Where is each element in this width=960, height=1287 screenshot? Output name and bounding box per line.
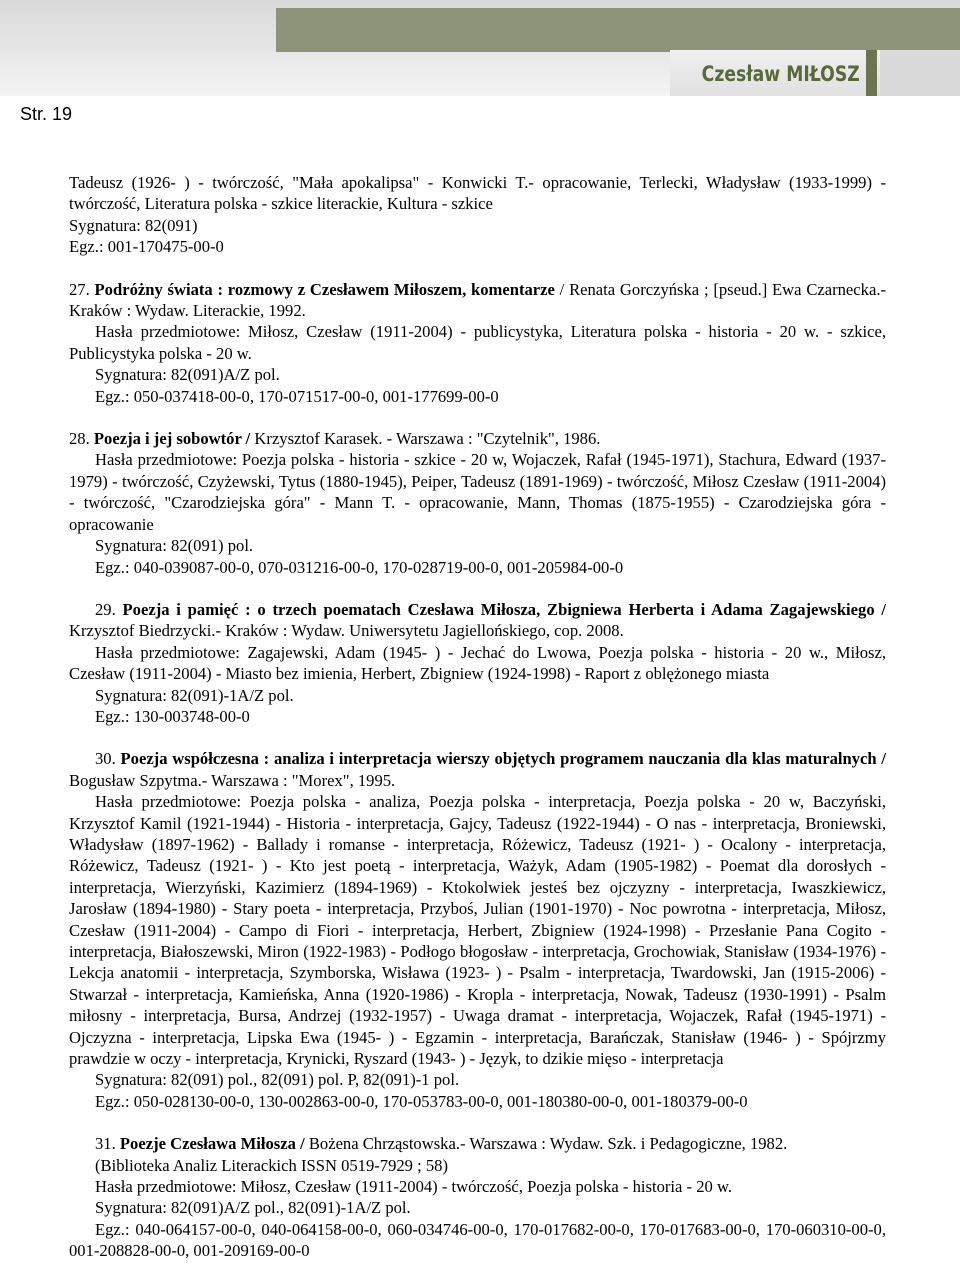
entry-imprint: Bogusław Szpytma.- Warszawa : "Morex", 1995.	[69, 770, 396, 790]
entry-title: Poezja i jej sobowtór /	[93, 429, 251, 449]
entry-27	[69, 279, 886, 322]
entry-description: Tadeusz (1926- ) - twórczość, "Mała apokalipsa" - Konwicki T.- opracowanie, Terlecki, Władysław (1933-1999) - twórczość, Literatura polska - szkice literackie, Kultura - szkice	[69, 173, 886, 214]
entry-number: 30.	[95, 749, 116, 769]
entry-number: 31.	[95, 1134, 116, 1154]
entry-series: (Biblioteka Analiz Literackich ISSN 0519-7929 ; 58)	[95, 1155, 449, 1175]
entry-imprint: / Renata Gorczyńska ; [pseud.] Ewa Czarnecka.- Kraków : Wydaw. Literackie, 1992.	[69, 279, 887, 321]
entry-copies: Egz.: 050-028130-00-0, 130-002863-00-0, 170-053783-00-0, 001-180380-00-0, 001-180379-00-0	[95, 1091, 748, 1111]
entry-imprint: Bożena Chrząstowska.- Warszawa : Wydaw. Szk. i Pedagogiczne, 1982.	[304, 1134, 788, 1154]
entry-subjects: Hasła przedmiotowe: Miłosz, Czesław (1911-2004) - publicystyka, Literatura polska - historia - 20 w. - szkice, Publicystyka polska - 20 w.	[69, 322, 886, 363]
entry-signature: Sygnatura: 82(091)-1A/Z pol.	[95, 685, 294, 705]
entry-title: Poezja i pamięć : o trzech poematach Czesława Miłosza, Zbigniewa Herberta i Adama Zagajewskiego /	[122, 599, 886, 619]
entry-subjects: Hasła przedmiotowe: Miłosz, Czesław (1911-2004) - twórczość, Poezja polska - historia - 20 w.	[95, 1177, 733, 1197]
page-number: Str. 19	[20, 104, 73, 124]
entry-copies: Egz.: 040-039087-00-0, 070-031216-00-0, 170-028719-00-0, 001-205984-00-0	[95, 557, 624, 577]
entry-copies: Egz.: 001-170475-00-0	[69, 237, 224, 257]
entry-title: Podróżny świata : rozmowy z Czesławem Miłoszem, komentarze	[94, 279, 555, 299]
entry-subjects: Hasła przedmiotowe: Zagajewski, Adam (1945- ) - Jechać do Lwowa, Poezja polska - historia - 20 w., Miłosz, Czesław (1911-2004) - Miasto bez imienia, Herbert, Zbigniew (1924-1998) - Raport z oblężonego miasta	[69, 642, 886, 684]
entry-signature: Sygnatura: 82(091)	[69, 215, 198, 235]
header-title: Czesław MIŁOSZ	[701, 62, 860, 86]
entry-imprint: Krzysztof Karasek. - Warszawa : "Czytelnik", 1986.	[250, 429, 601, 449]
entry-number: 28.	[69, 429, 90, 449]
entry-copies: Egz.: 130-003748-00-0	[95, 706, 250, 726]
entry-subjects: Hasła przedmiotowe: Poezja polska - historia - szkice - 20 w, Wojaczek, Rafał (1945-1971), Stachura, Edward (1937-1979) - twórczość, Czyżewski, Tytus (1880-1945), Peiper, Tadeusz (1891-1969) - twórczość, Miłosz Czesław (1911-2004) - twórczość, "Czarodziejska góra" - Mann T. - opracowanie, Mann, Thomas (1875-1955) - Czarodziejska góra - opracowanie	[69, 450, 886, 534]
entry-title: Poezje Czesława Miłosza /	[119, 1134, 305, 1154]
entry-signature: Sygnatura: 82(091)A/Z pol.	[95, 365, 280, 385]
header-right-block	[880, 50, 960, 96]
entry-signature: Sygnatura: 82(091) pol., 82(091) pol. P, 82(091)-1 pol.	[95, 1070, 460, 1090]
entry-subjects: Hasła przedmiotowe: Poezja polska - analiza, Poezja polska - interpretacja, Poezja polska - 20 w, Baczyński, Krzysztof Kamil (1921-1944) - Historia - interpretacja, Gajcy, Tadeusz (1922-1944) - O nas - interpretacja, Broniewski, Władysław (1897-1962) - Ballady i romanse - interpretacja, Różewicz, Tadeusz (1921- ) - Ocalony - interpretacja, Różewicz, Tadeusz (1921- ) - Kto jest poetą - interpretacja, Ważyk, Adam (1905-1982) - Poemat dla dorosłych - interpretacja, Wierzyński, Kazimierz (1894-1969) - Ktokolwiek jesteś bez ojczyzny - interpretacja, Iwaszkiewicz, Jarosław (1894-1980) - Stary poeta - interpretacja, Przyboś, Julian (1901-1970) - Noc powrotna - interpretacja, Miłosz, Czesław (1911-2004) - Campo di Fiori - interpretacja, Herbert, Zbigniew (1924-1998) - Przesłanie Pana Cogito - interpretacja, Białoszewski, Miron (1922-1983) - Podłogo błogosław - interpretacja, Grochowiak, Stanisław (1934-1976) - Lekcja anatomii - interpretacja, Szymborska, Wisława (1923- ) - Psalm - interpretacja, Twardowski, Jan (1915-2006) - Stwarzał - interpretacja, Kamieńska, Anna (1920-1986) - Kropla - interpretacja, Nowak, Tadeusz (1930-1991) - Psalm miłosny - interpretacja, Bursa, Andrzej (1932-1957) - Uwaga dramat - interpretacja, Wojaczek, Rafał (1945-1971) - Ojczyzna - interpretacja, Lipska Ewa (1945- ) - Egzamin - interpretacja, Barańczak, Stanisław (1946- ) - Spójrzmy prawdzie w oczy - interpretacja, Krynicki, Ryszard (1943- ) - Język, to dzikie mięso - interpretacja	[69, 792, 886, 1069]
entry-28	[69, 428, 886, 449]
entry-copies: Egz.: 040-064157-00-0, 040-064158-00-0, 060-034746-00-0, 170-017682-00-0, 170-017683-00-0, 170-060310-00-0, 001-208828-00-0, 001-209169-00-0	[69, 1219, 886, 1261]
entry-copies: Egz.: 050-037418-00-0, 170-071517-00-0, 001-177699-00-0	[95, 386, 499, 406]
entry-30	[69, 748, 886, 791]
entry-31	[69, 1133, 886, 1154]
entry-number: 27.	[69, 279, 90, 299]
entry-title: Poezja współczesna : analiza i interpretacja wierszy objętych programem nauczania dla klas maturalnych /	[120, 749, 886, 769]
entry-signature: Sygnatura: 82(091) pol.	[95, 536, 254, 556]
entry-signature: Sygnatura: 82(091)A/Z pol., 82(091)-1A/Z pol.	[95, 1198, 411, 1218]
header-accent-top	[276, 8, 960, 52]
entry-29	[69, 599, 886, 642]
entry-imprint: Krzysztof Biedrzycki.- Kraków : Wydaw. Uniwersytetu Jagiellońskiego, cop. 2008.	[69, 621, 624, 641]
entry-number: 29.	[95, 599, 116, 619]
document-body	[69, 172, 886, 1262]
header-stripe	[866, 50, 877, 96]
